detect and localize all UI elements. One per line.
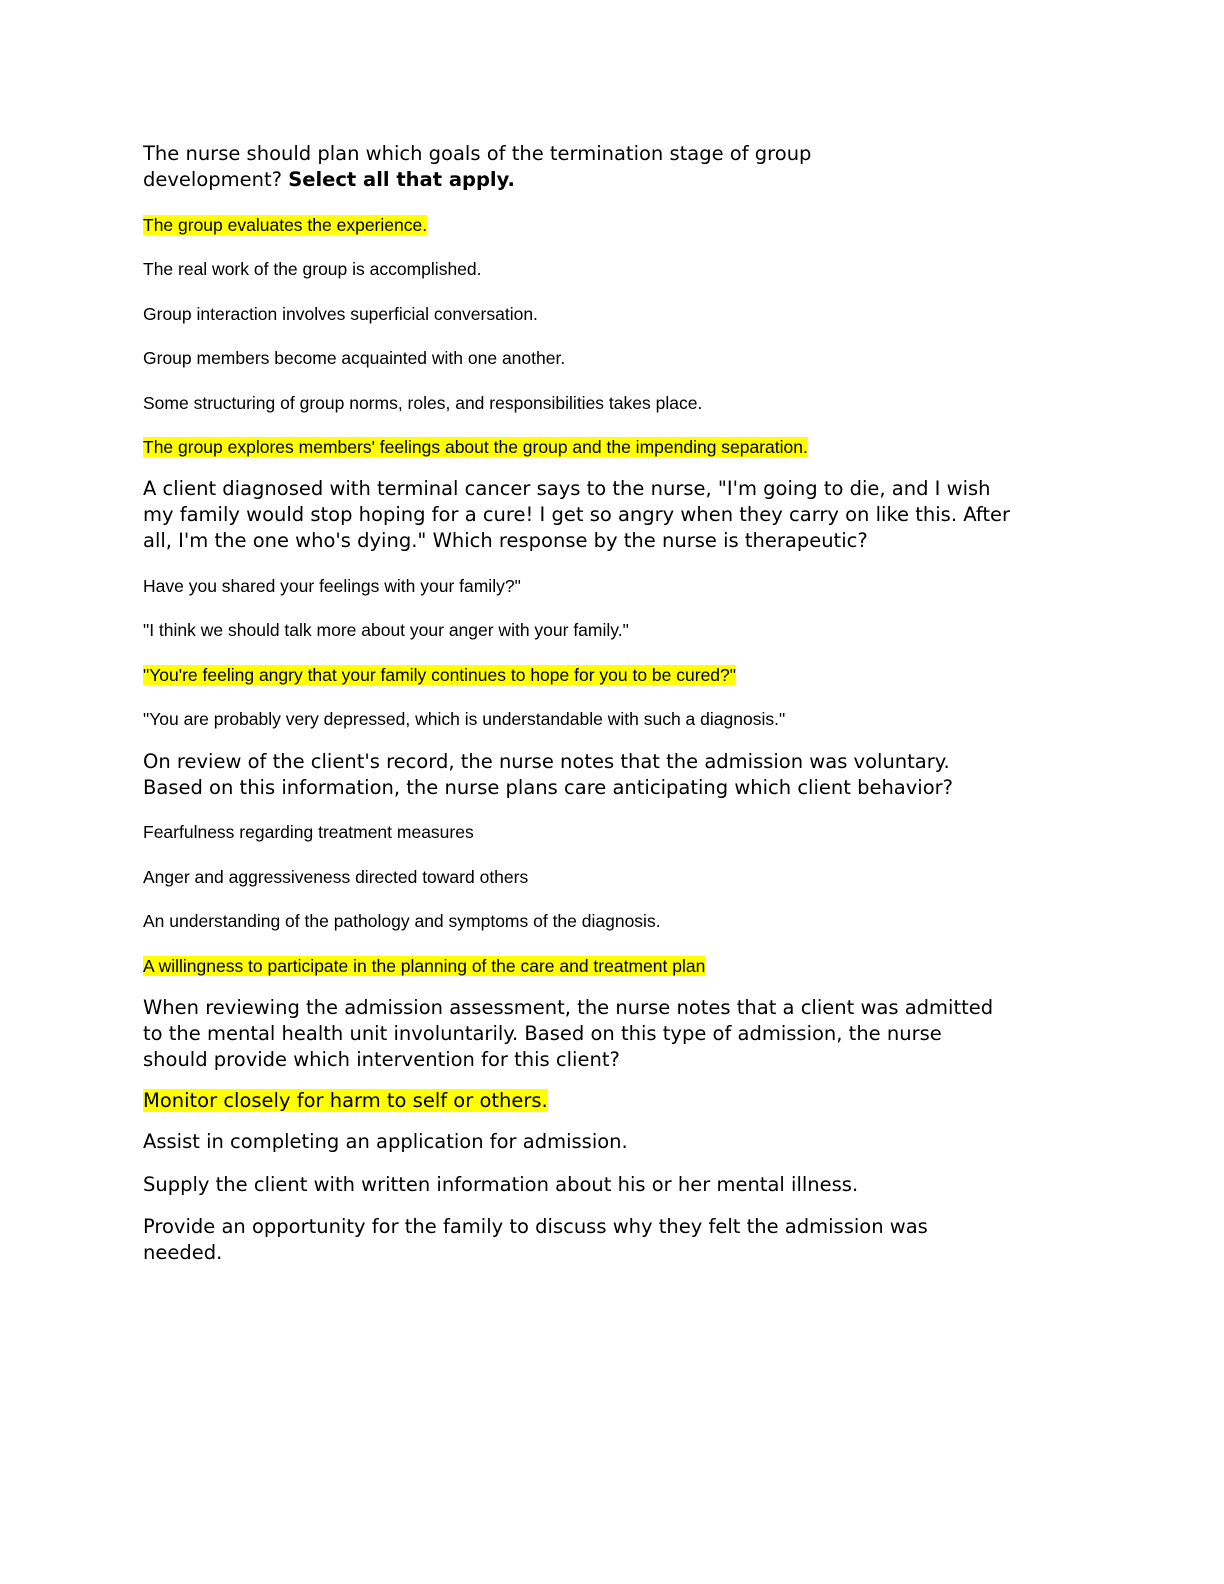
question-2-option-2: "I think we should talk more about your anger with your family." (143, 620, 629, 640)
question-4-option-1 (143, 1088, 548, 1114)
question-1-option-3: Group interaction involves superficial conversation. (143, 304, 538, 324)
question-1-option-5: Some structuring of group norms, roles, and responsibilities takes place. (143, 393, 703, 413)
question-2-stem: A client diagnosed with terminal cancer says to the nurse, "I'm going to die, and I wish my family would stop hoping for a cure! I get so angry when they carry on like this. After all, I'm the one who's dying." Which response by the nurse is therapeutic? (143, 477, 1011, 552)
highlighted-answer: A willingness to participate in the planning of the care and treatment plan (143, 956, 706, 976)
question-1-option-4: Group members become acquainted with one another. (143, 348, 566, 368)
highlighted-answer: The group evaluates the experience. (143, 215, 428, 235)
question-1-stem-text: The nurse should plan which goals of the termination stage of group development? (143, 142, 812, 191)
highlighted-answer: Monitor closely for harm to self or others. (143, 1089, 548, 1112)
question-1-option-6 (143, 435, 808, 459)
question-1-stem (143, 141, 811, 193)
highlighted-answer: "You're feeling angry that your family continues to hope for you to be cured?" (143, 665, 736, 685)
question-4-option-2: Assist in completing an application for admission. (143, 1130, 628, 1153)
question-2-option-3 (143, 663, 736, 687)
question-4-option-3: Supply the client with written information about his or her mental illness. (143, 1173, 859, 1196)
question-3-option-3: An understanding of the pathology and symptoms of the diagnosis. (143, 911, 661, 931)
question-3-option-1: Fearfulness regarding treatment measures (143, 822, 474, 842)
question-1-option-2: The real work of the group is accomplished. (143, 259, 482, 279)
highlighted-answer: The group explores members' feelings about the group and the impending separation. (143, 437, 808, 457)
question-4-stem: When reviewing the admission assessment, the nurse notes that a client was admitted to the mental health unit involuntarily. Based on this type of admission, the nurse should provide which intervention for this client? (143, 996, 994, 1071)
question-3-option-4 (143, 954, 705, 978)
question-2-option-4: "You are probably very depressed, which is understandable with such a diagnosis." (143, 709, 786, 729)
question-1-emphasis: Select all that apply. (288, 168, 515, 191)
question-1-option-1 (143, 213, 427, 237)
question-3-stem: On review of the client's record, the nurse notes that the admission was voluntary. Based on this information, the nurse plans care anticipating which client behavior? (143, 750, 954, 799)
question-3-option-2: Anger and aggressiveness directed toward others (143, 867, 529, 887)
question-4-option-4: Provide an opportunity for the family to discuss why they felt the admission was needed. (143, 1215, 928, 1264)
question-2-option-1: Have you shared your feelings with your family?" (143, 576, 521, 596)
